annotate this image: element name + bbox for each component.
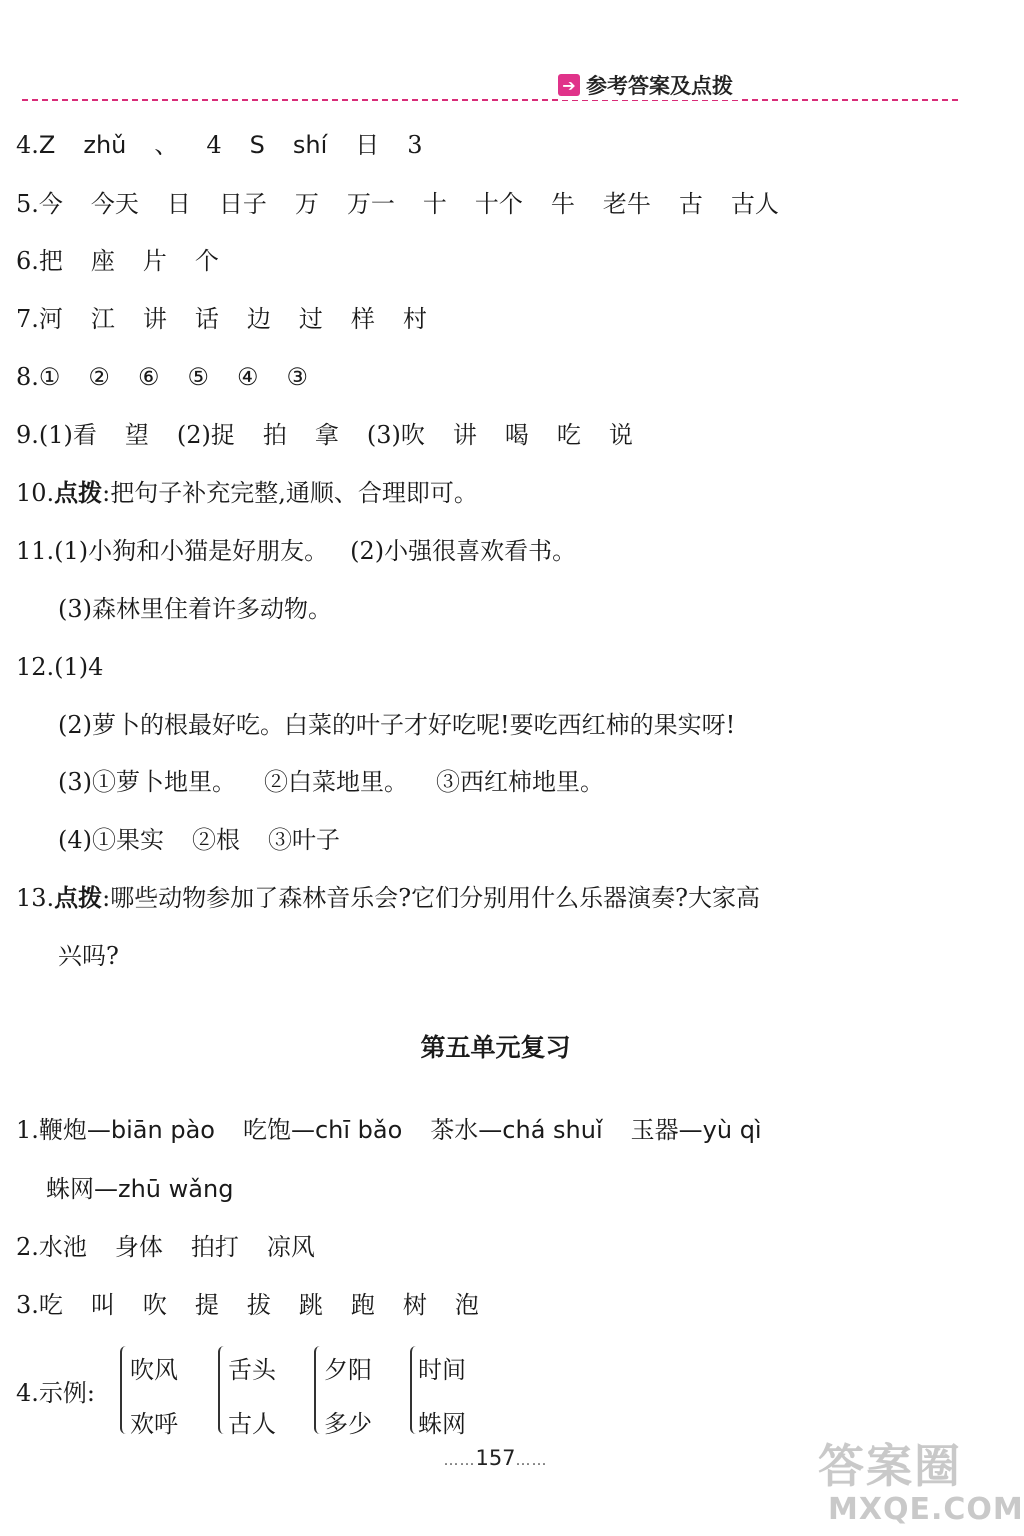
answer-12-c	[58, 767, 604, 797]
answer-item: 古人	[730, 190, 779, 218]
answer-item: ④	[236, 363, 259, 391]
answer-item: 日	[355, 131, 380, 159]
group-word: 多少	[324, 1410, 372, 1438]
answer-number: 1.	[16, 1116, 39, 1144]
section-title: 第五单元复习	[420, 1033, 571, 1062]
answer-number: 7.	[16, 305, 39, 333]
arrow-right-icon: ➔	[558, 74, 580, 96]
brace-mark	[410, 1346, 418, 1434]
answer-item: (3)吹	[366, 421, 425, 449]
answer-item: S	[249, 131, 265, 159]
answer-item: 日	[166, 190, 191, 218]
page-header	[22, 68, 958, 102]
answer-item: (2)捉	[176, 421, 235, 449]
answer-item: ①	[38, 363, 61, 391]
answer-6	[16, 246, 219, 276]
answer-number: 10.	[16, 479, 55, 507]
brace-mark	[120, 1346, 128, 1434]
answer-11	[16, 536, 576, 566]
answer-item: 望	[124, 421, 149, 449]
answer-item: 玉器—yù qì	[630, 1116, 762, 1144]
answer-item: zhǔ	[83, 131, 127, 159]
answer-number: 5.	[16, 190, 39, 218]
answer-item: 凉风	[266, 1233, 315, 1261]
answer-item: ②根	[192, 826, 240, 854]
answer-number: 8.	[16, 363, 39, 391]
answer-item: 吃饱—chī bǎo	[242, 1116, 403, 1144]
answer-number: 9.	[16, 421, 39, 449]
answer-item: ⑥	[137, 363, 160, 391]
answer-item: 今	[38, 190, 63, 218]
answer-item: 3	[407, 131, 423, 159]
answer-item: 泡	[454, 1291, 479, 1319]
header-dashed-rule	[22, 99, 958, 101]
answer-item: 提	[194, 1291, 219, 1319]
answer-item: 吃	[38, 1291, 63, 1319]
answer-item: 样	[350, 305, 375, 333]
answer-item: 吹	[142, 1291, 167, 1319]
answer-item: 蛛网—zhū wǎng	[46, 1175, 234, 1203]
answer-item: 讲	[452, 421, 477, 449]
answer-item: (2)萝卜的根最好吃。白菜的叶子才好吃呢!要吃西红柿的果实呀!	[58, 711, 736, 739]
answer-item: 十个	[474, 190, 523, 218]
answer-item: ③西红柿地里。	[436, 768, 604, 796]
answer-10	[16, 478, 478, 508]
watermark-text: 答案圈	[818, 1439, 962, 1493]
answer-number: 4.	[16, 131, 39, 159]
header-title: 参考答案及点拨	[586, 74, 733, 98]
answer-12	[16, 652, 103, 682]
answer-4	[16, 130, 423, 160]
answer-item: 过	[298, 305, 323, 333]
answer-item: (4)①果实	[58, 826, 164, 854]
answer-item: 村	[402, 305, 427, 333]
answer-item: 座	[90, 247, 115, 275]
answer-7	[16, 304, 427, 334]
answer-number: 2.	[16, 1233, 39, 1261]
answer-13	[16, 883, 760, 913]
answer-item: 个	[194, 247, 219, 275]
answer-item: ⑤	[187, 363, 209, 391]
answer-item: 、	[154, 131, 179, 159]
answer-item: 树	[402, 1291, 427, 1319]
answer-item: (2)小强很喜欢看书。	[350, 537, 577, 565]
group-word: 欢呼	[130, 1410, 178, 1438]
answer-item: 拔	[246, 1291, 271, 1319]
answer-item: 身体	[114, 1233, 163, 1261]
answer-item: 片	[142, 247, 167, 275]
answer-9	[16, 420, 633, 450]
answer-item: (1)小狗和小猫是好朋友。	[54, 537, 329, 565]
hint-label: 点拨	[54, 479, 103, 507]
answer-number: 12.	[16, 653, 55, 681]
answer-11-c	[58, 594, 332, 624]
answer-item: 老牛	[602, 190, 651, 218]
group-word: 时间	[418, 1356, 466, 1384]
answer-item: 边	[246, 305, 271, 333]
answer-8	[16, 362, 308, 392]
answer-item: 叫	[90, 1291, 115, 1319]
answer-item: 河	[38, 305, 63, 333]
header-tag	[558, 70, 739, 100]
group-word: 古人	[228, 1410, 276, 1438]
group-word: 舌头	[228, 1356, 276, 1384]
answer-number: 6.	[16, 247, 39, 275]
answer-item: ②白菜地里。	[264, 768, 408, 796]
answer-item: 水池	[38, 1233, 87, 1261]
review-1-cont	[46, 1174, 233, 1204]
answer-item: ③	[286, 363, 308, 391]
answer-item: 话	[194, 305, 219, 333]
answer-item: 跳	[298, 1291, 323, 1319]
answer-item: 古	[678, 190, 703, 218]
answer-item: 4	[206, 131, 222, 159]
answer-item: (3)①萝卜地里。	[58, 768, 236, 796]
answer-item: 鞭炮—biān pào	[38, 1116, 215, 1144]
answer-item: ③叶子	[268, 826, 340, 854]
answer-13-cont	[58, 941, 119, 971]
answer-number: 11.	[16, 537, 55, 565]
hint-text: 兴吗?	[58, 942, 119, 970]
answer-item: (1)看	[38, 421, 97, 449]
answer-5	[16, 189, 779, 219]
answer-item: shí	[292, 131, 328, 159]
answer-item: Z	[38, 131, 56, 159]
page-number-value: 157	[475, 1446, 516, 1470]
answer-item: 牛	[550, 190, 575, 218]
answer-item: 今天	[90, 190, 139, 218]
answer-item: 喝	[504, 421, 529, 449]
brace-mark	[314, 1346, 322, 1434]
answer-item: 吃	[556, 421, 581, 449]
page-number-dots: ……	[443, 1451, 476, 1469]
review-1	[16, 1115, 762, 1145]
answer-item: 万	[294, 190, 319, 218]
answer-item: 茶水—chá shuǐ	[430, 1116, 603, 1144]
answer-item: 跑	[350, 1291, 375, 1319]
group-word: 吹风	[130, 1356, 178, 1384]
watermark-logo	[808, 1430, 1024, 1532]
hint-label: 点拨	[54, 884, 103, 912]
hint-text: :把句子补充完整,通顺、合理即可。	[102, 479, 478, 507]
answer-item: (3)森林里住着许多动物。	[58, 595, 332, 623]
answer-item: 讲	[142, 305, 167, 333]
answer-item: 拿	[314, 421, 339, 449]
answer-item: 万一	[346, 190, 395, 218]
group-word: 蛛网	[418, 1410, 466, 1438]
answer-item: 日子	[218, 190, 267, 218]
answer-item: 江	[90, 305, 115, 333]
watermark-text: MXQE.COM	[828, 1492, 1024, 1527]
review-3	[16, 1290, 479, 1320]
answer-item: (1)4	[54, 653, 104, 681]
answer-item: 拍打	[190, 1233, 239, 1261]
brace-mark	[218, 1346, 226, 1434]
review-2	[16, 1232, 315, 1262]
group-word: 夕阳	[324, 1356, 372, 1384]
hint-text: :哪些动物参加了森林音乐会?它们分别用什么乐器演奏?大家高	[102, 884, 760, 912]
answer-item: 十	[422, 190, 447, 218]
answer-number: 3.	[16, 1291, 39, 1319]
answer-item: ②	[88, 363, 110, 391]
answer-item: 把	[38, 247, 63, 275]
answer-12-b	[58, 710, 735, 740]
answer-12-d	[58, 825, 340, 855]
answer-number: 13.	[16, 884, 55, 912]
answer-item: 说	[608, 421, 633, 449]
page-number-dots: ……	[515, 1451, 548, 1469]
review-4-label	[16, 1378, 95, 1408]
example-label: 4.示例:	[16, 1379, 95, 1407]
answer-item: 拍	[262, 421, 287, 449]
